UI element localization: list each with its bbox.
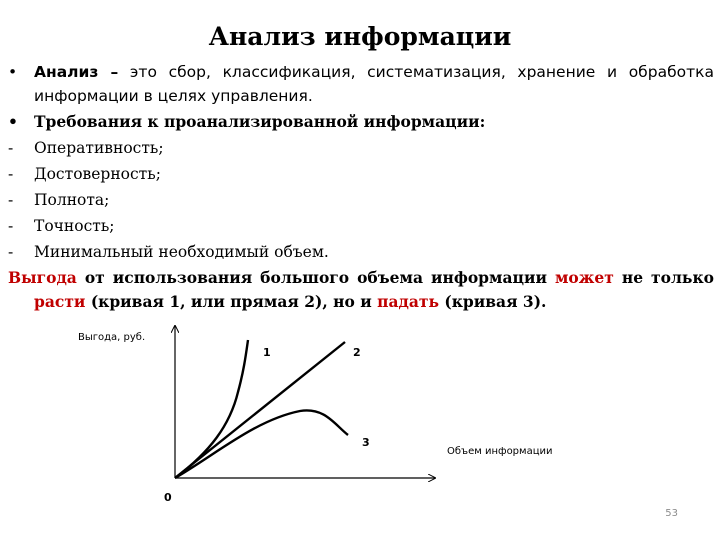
conclusion-text: (кривая 1, или прямая 2), но и — [85, 292, 378, 311]
y-axis-label: Выгода, руб. — [78, 332, 146, 343]
dash-marker: - — [8, 191, 14, 209]
definition-term: Анализ – — [34, 63, 119, 81]
curve-1 — [175, 340, 248, 478]
bullet-marker: • — [8, 112, 18, 131]
conclusion-keyword-may: может — [554, 268, 614, 287]
requirement-text: Достоверность; — [34, 165, 161, 183]
dash-marker: - — [8, 243, 14, 261]
origin-label: 0 — [164, 491, 172, 504]
requirement-item — [8, 162, 714, 186]
conclusion-text: от использования большого объема информации — [76, 268, 555, 287]
requirement-text: Оперативность; — [34, 139, 164, 157]
requirement-text: Точность; — [34, 217, 115, 235]
requirement-text: Минимальный необходимый объем. — [34, 243, 329, 261]
requirements-heading: Требования к проанализированной информации: — [34, 112, 486, 131]
requirement-item — [8, 214, 714, 238]
dash-marker: - — [8, 139, 14, 157]
dash-marker: - — [8, 217, 14, 235]
conclusion-keyword-fall: падать — [377, 292, 439, 311]
conclusion-keyword-benefit: Выгода — [8, 268, 77, 287]
page-number: 53 — [665, 508, 678, 519]
bullet-marker: • — [8, 63, 18, 81]
requirement-text: Полнота; — [34, 191, 110, 209]
slide-title: Анализ информации — [208, 22, 512, 51]
requirement-item — [8, 188, 714, 212]
benefit-chart — [0, 310, 720, 520]
curve-3 — [175, 410, 348, 478]
requirement-item — [8, 240, 714, 264]
dash-marker: - — [8, 165, 14, 183]
bullet-definition — [8, 60, 714, 108]
requirement-item — [8, 136, 714, 160]
line-2 — [175, 342, 345, 478]
curve-label-3: 3 — [362, 436, 370, 449]
bullet-requirements-heading — [8, 110, 714, 134]
conclusion-keyword-grow: расти — [34, 292, 86, 311]
slide-content — [8, 60, 714, 316]
curve-label-1: 1 — [263, 346, 271, 359]
x-axis-label: Объем информации — [447, 446, 553, 457]
conclusion-text: (кривая 3). — [439, 292, 547, 311]
curve-label-2: 2 — [353, 346, 361, 359]
definition-text: это сбор, классификация, систематизация, хранение и обработка информации в целях управления. — [34, 63, 715, 105]
conclusion-text: не только — [613, 268, 714, 287]
conclusion-paragraph — [8, 266, 714, 314]
